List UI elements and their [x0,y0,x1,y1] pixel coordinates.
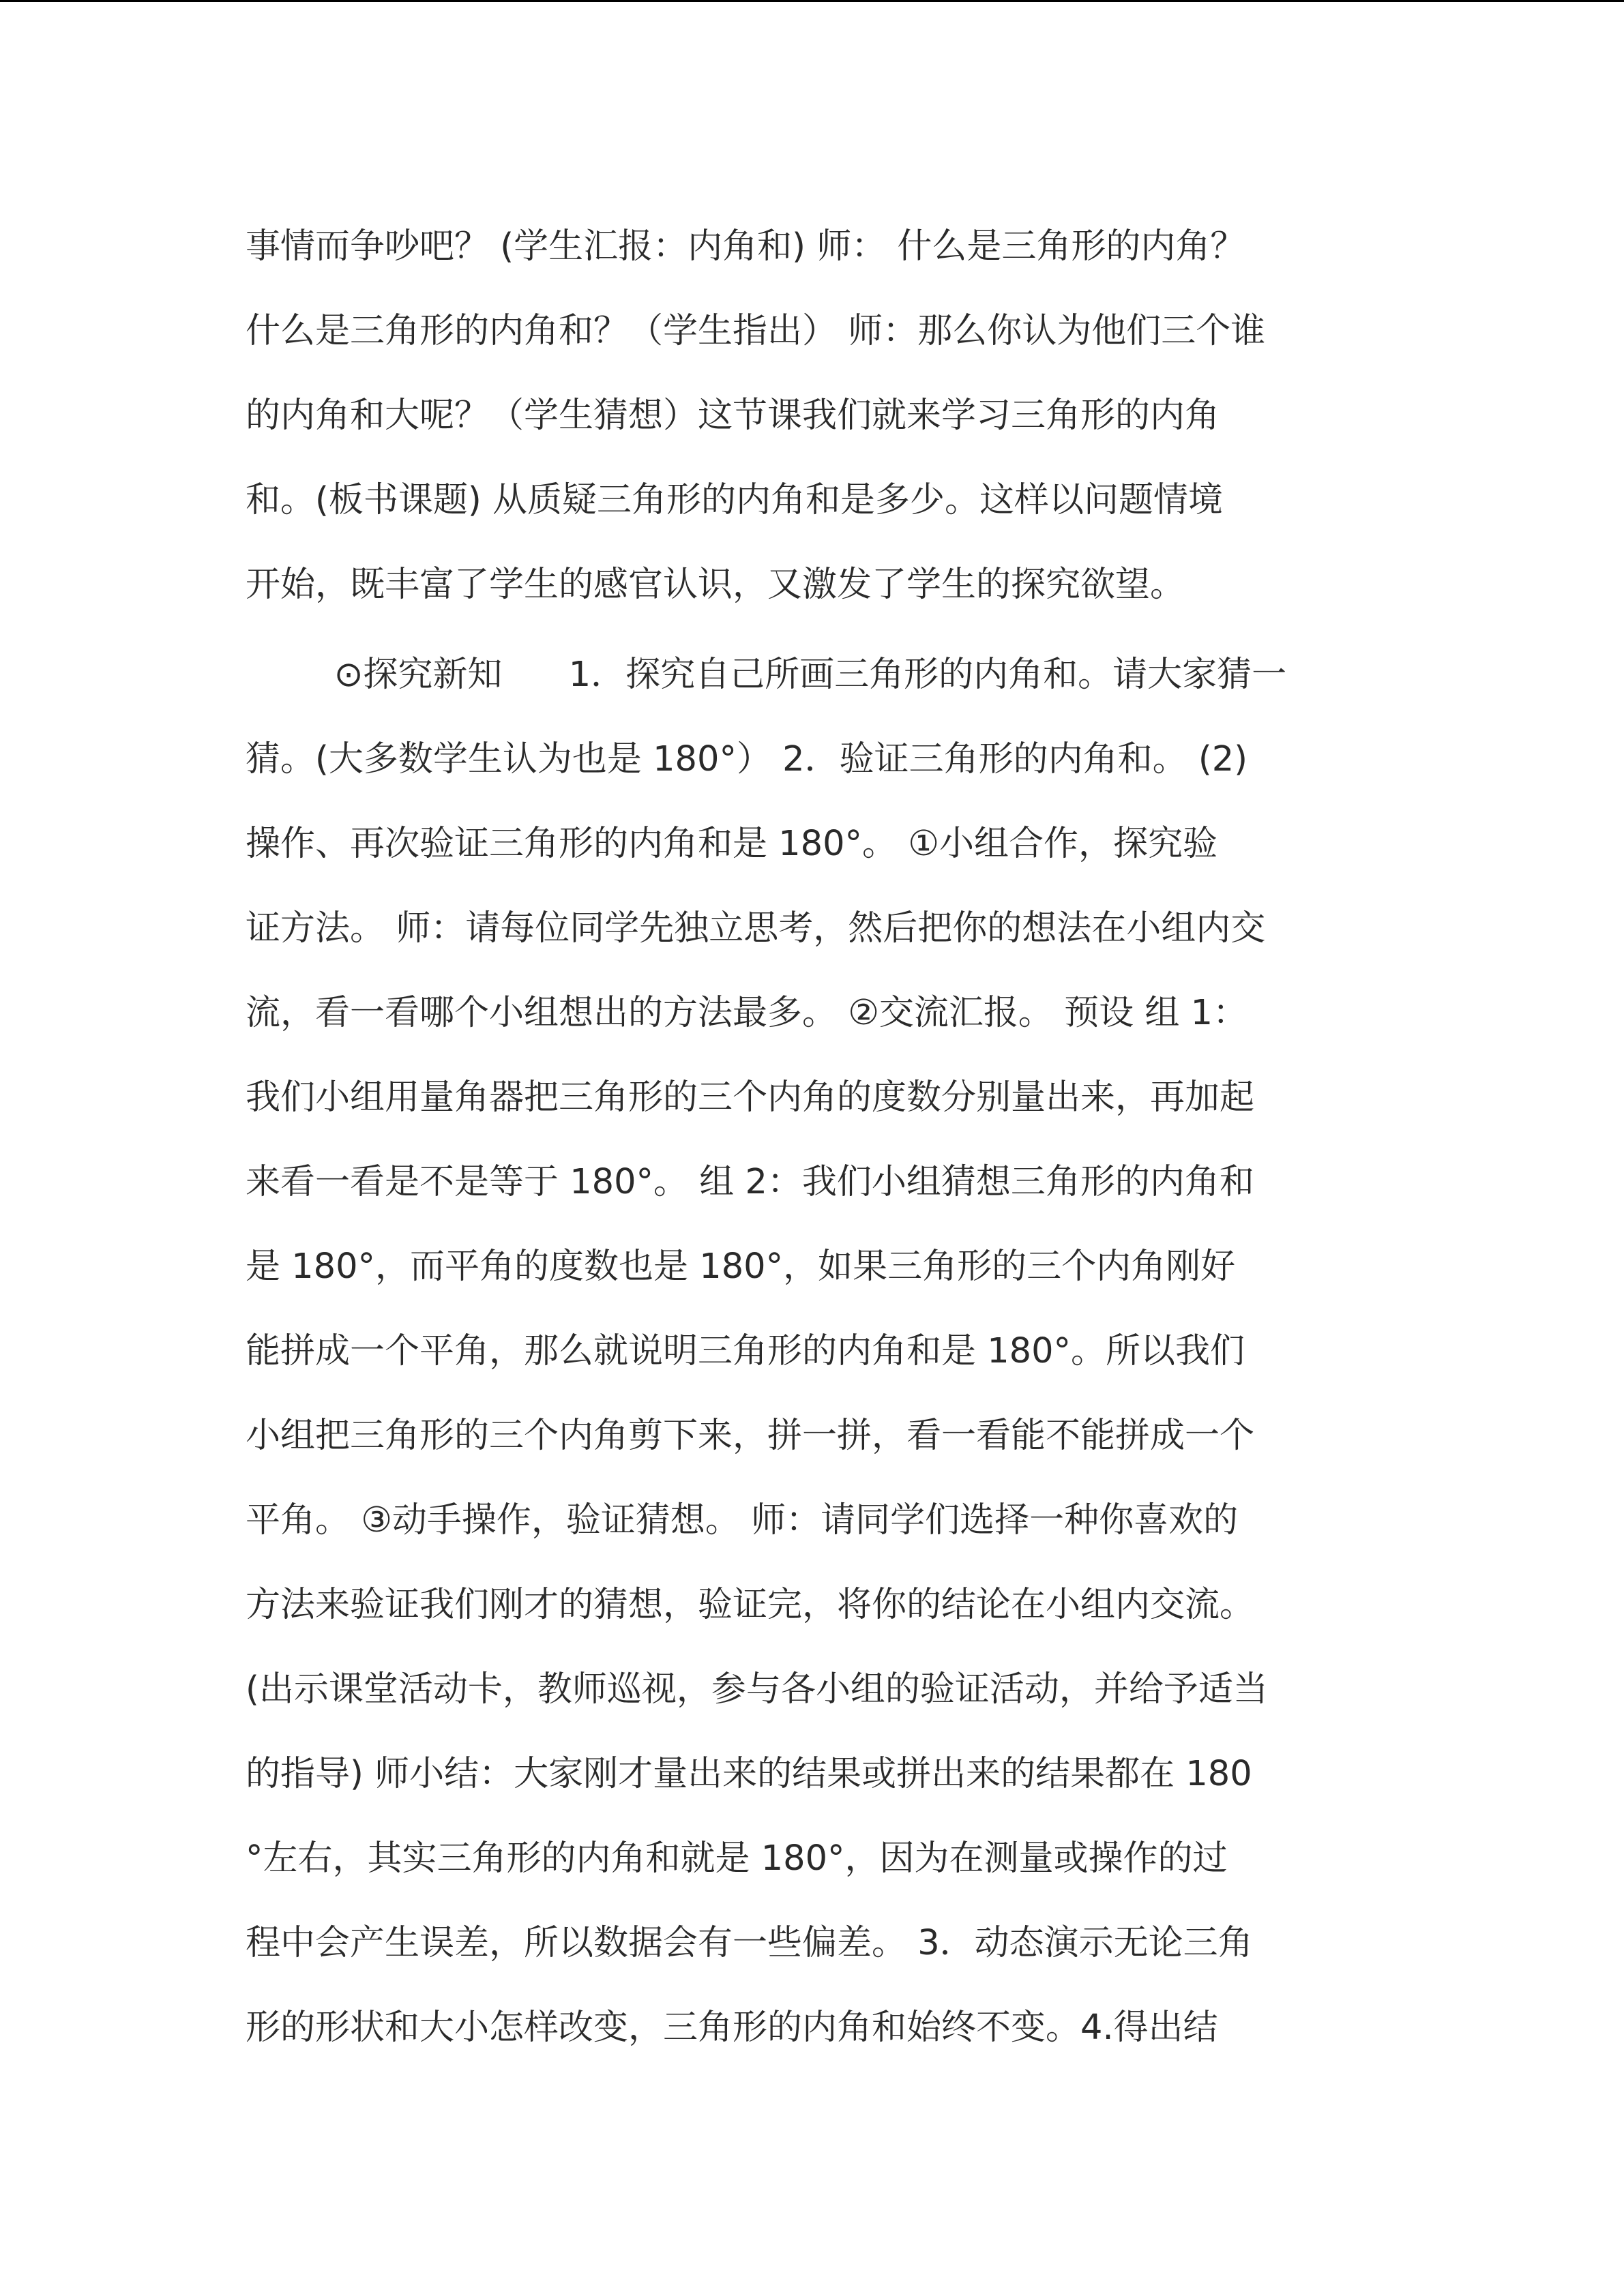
text-line: 事情而争吵吧？ (学生汇报：内角和) 师： 什么是三角形的内角？ [246,226,1245,267]
text-line: 的指导) 师小结：大家刚才量出来的结果或拼出来的结果都在 180 [246,1754,1252,1794]
text-line: 是 180°，而平角的度数也是 180°，如果三角形的三个内角刚好 [246,1247,1236,1287]
text-line: (出示课堂活动卡，教师巡视，参与各小组的验证活动，并给予适当 [246,1669,1268,1710]
text-line: °左右，其实三角形的内角和就是 180°，因为在测量或操作的过 [246,1838,1228,1879]
text-line: 操作、再次验证三角形的内角和是 180°。 ①小组合作，探究验 [246,824,1217,864]
text-line: 开始，既丰富了学生的感官认识，又激发了学生的探究欲望。 [246,565,1185,605]
text-line: 我们小组用量角器把三角形的三个内角的度数分别量出来，再加起 [246,1077,1255,1118]
text-line: 证方法。 师：请每位同学先独立思考，然后把你的想法在小组内交 [246,908,1266,949]
text-line: 形的形状和大小怎样改变，三角形的内角和始终不变。4.得出结 [246,2008,1218,2048]
text-line: ⊙探究新知 1．探究自己所画三角形的内角和。请大家猜一 [246,655,1287,695]
text-line: 程中会产生误差，所以数据会有一些偏差。 3．动态演示无论三角 [246,1923,1253,1963]
document-body [246,205,1385,2070]
text-line: 猜。(大多数学生认为也是 180°） 2．验证三角形的内角和。 (2) [246,739,1248,779]
text-line: 和。(板书课题) 从质疑三角形的内角和是多少。这样以问题情境 [246,480,1224,520]
text-line: 小组把三角形的三个内角剪下来，拼一拼，看一看能不能拼成一个 [246,1416,1255,1456]
page-top-border [0,0,1624,2]
text-line: 的内角和大呢？（学生猜想）这节课我们就来学习三角形的内角 [246,396,1220,436]
text-line: 来看一看是不是等于 180°。 组 2：我们小组猜想三角形的内角和 [246,1162,1254,1202]
paragraph-explore [246,633,1385,2070]
text-line: 方法来验证我们刚才的猜想，验证完，将你的结论在小组内交流。 [246,1585,1255,1625]
text-line: 什么是三角形的内角和？（学生指出） 师：那么你认为他们三个谁 [246,311,1266,351]
paragraph-intro [246,205,1385,627]
text-line: 能拼成一个平角，那么就说明三角形的内角和是 180°。所以我们 [246,1331,1245,1371]
text-line: 流，看一看哪个小组想出的方法最多。 ②交流汇报。 预设 组 1： [246,993,1248,1033]
paragraph-spacer [246,627,1385,633]
text-line: 平角。 ③动手操作，验证猜想。 师：请同学们选择一种你喜欢的 [246,1500,1239,1540]
